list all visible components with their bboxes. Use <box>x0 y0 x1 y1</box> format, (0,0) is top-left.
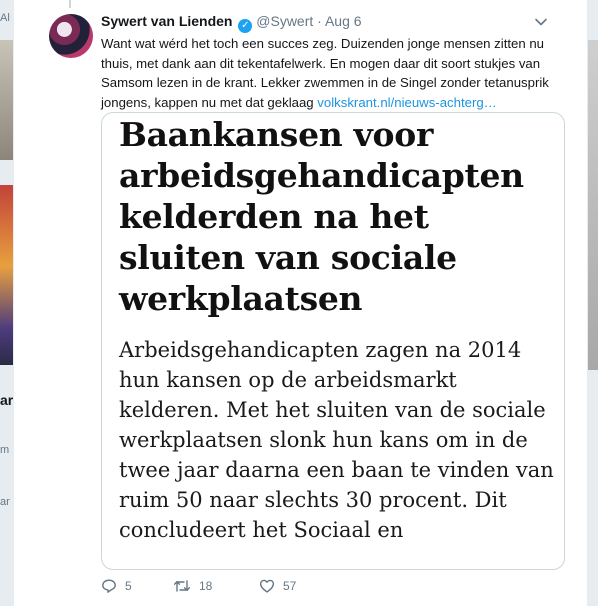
card-body: Arbeidsgehandicapten zagen na 2014 hun kansen op de arbeidsmarkt kelderen. Met het sluiten van de sociale werkplaatsen slonk hun kans om in de twee jaar daarna een baan te vinden van ruim 50 naar slechts 30 procent. Dit concludeert het Sociaal en <box>119 338 554 542</box>
background-image <box>0 40 13 160</box>
author-handle[interactable]: @Sywert <box>256 13 314 29</box>
background-text-fragment: ar <box>0 392 13 408</box>
reply-button[interactable] <box>101 578 132 594</box>
separator-dot: · <box>317 13 322 29</box>
tweet-date[interactable]: Aug 6 <box>324 13 362 29</box>
background-image <box>0 185 13 365</box>
tweet[interactable] <box>13 0 588 606</box>
tweet-header <box>101 13 362 33</box>
reply-count: 5 <box>125 579 132 593</box>
author-name[interactable]: Sywert van Lienden <box>101 13 233 29</box>
background-text-fragment: Al <box>0 12 10 24</box>
tweet-link[interactable]: volkskrant.nl/nieuws-achterg… <box>317 94 497 110</box>
card-headline: Baankansen voor arbeidsgehandicapten kelderden na het sluiten van sociale werkplaatsen <box>119 115 524 318</box>
avatar[interactable] <box>49 14 93 58</box>
like-button[interactable] <box>259 578 296 594</box>
like-count: 57 <box>283 579 297 593</box>
background-text-fragment: m <box>0 444 10 456</box>
retweet-count: 18 <box>199 579 213 593</box>
link-preview-card[interactable] <box>101 112 565 570</box>
background-text-fragment: ar <box>0 496 10 508</box>
tweet-body-text: Want wat wérd het toch een succes zeg. Duizenden jonge mensen zitten nu thuis, met dank aan dit tekentafelwerk. En mogen daar dit soort stukjes van Samsom lezen in de krant. Lekker zwemmen in de Singel zonder tetanusprik jongens, kappen nu met dat geklaag <box>101 36 549 110</box>
background-left-column <box>0 0 13 606</box>
tweet-text <box>101 34 561 112</box>
thread-connector-line <box>69 0 71 8</box>
reply-icon <box>101 578 117 594</box>
retweet-button[interactable] <box>173 578 212 594</box>
heart-icon <box>259 578 275 594</box>
verified-badge-icon: ✓ <box>238 19 252 33</box>
chevron-down-icon[interactable] <box>534 15 548 29</box>
retweet-icon <box>173 578 191 594</box>
